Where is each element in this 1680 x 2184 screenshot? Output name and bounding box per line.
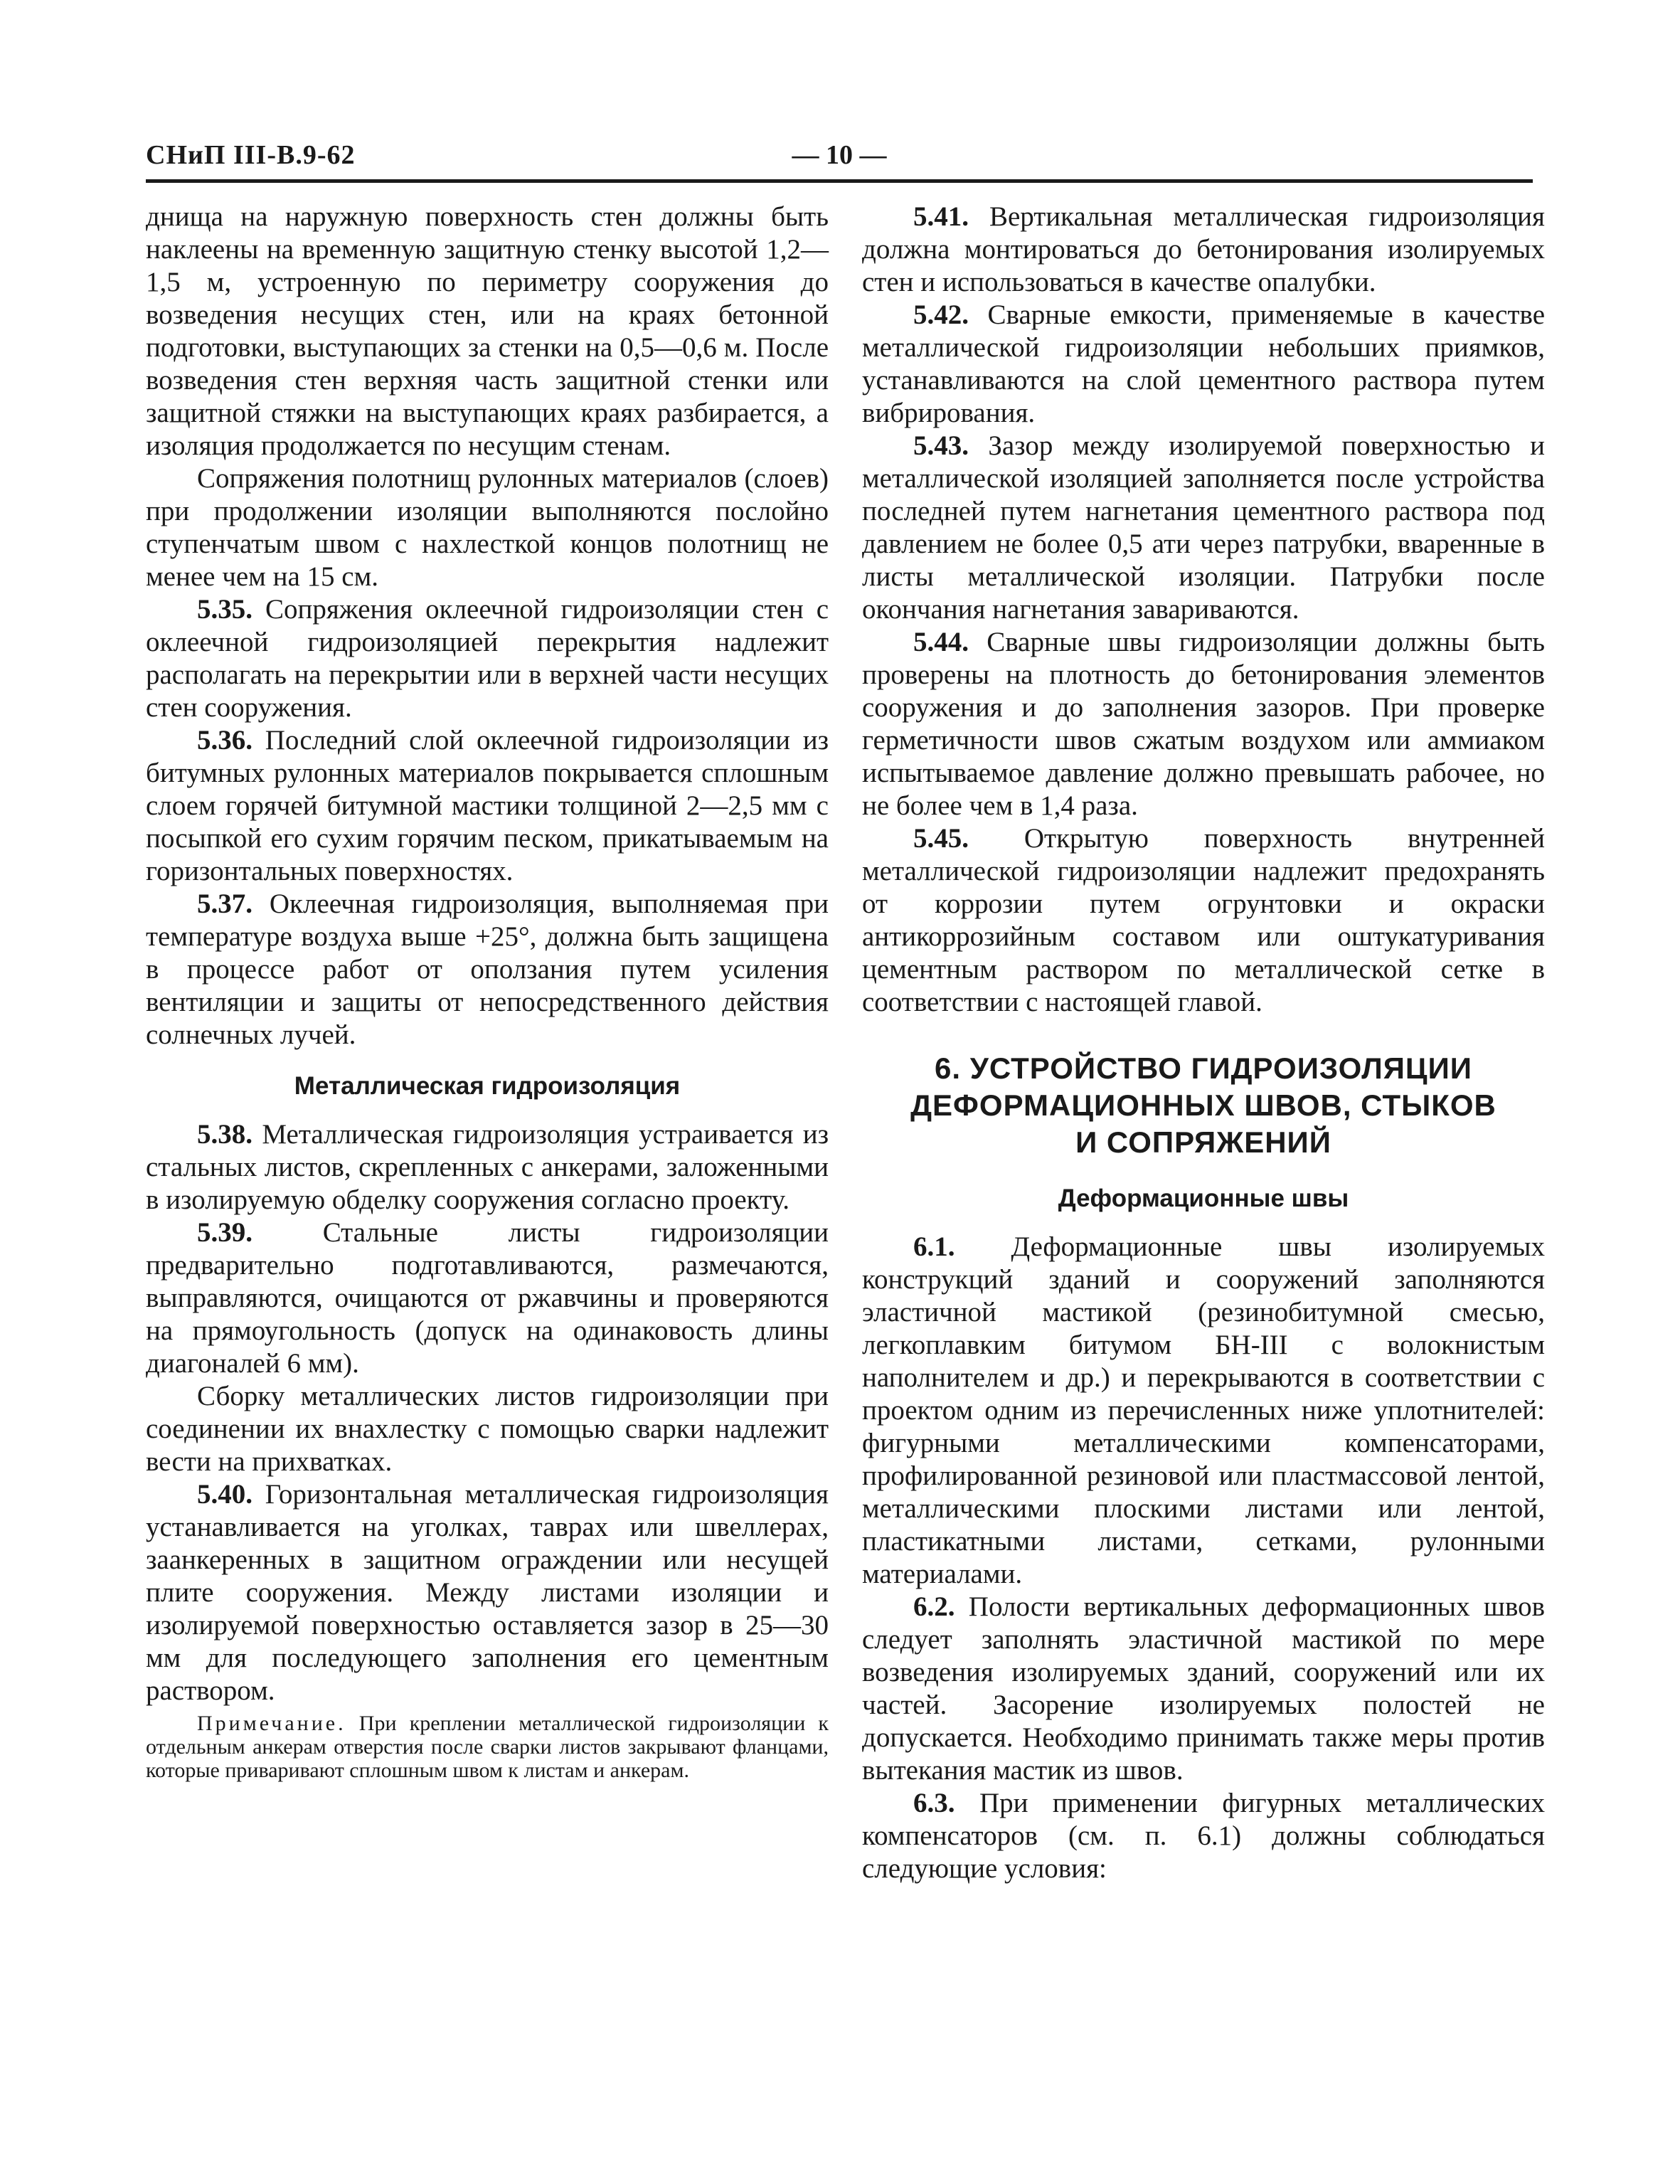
section-title: 6. УСТРОЙСТВО ГИДРОИЗОЛЯЦИИ ДЕФОРМАЦИОННЫХ ШВОВ, СТЫКОВ И СОПРЯЖЕНИЙ [910,1051,1496,1159]
clause-number: 5.35. [197,594,252,625]
clause-5-35 [146,593,829,724]
clause-text: Деформационные швы изолируемых конструкций зданий и сооружений заполняются эластичной мастикой (резинобитумной смесью, легкоплавким битумом БН-III с волокнистым наполнителем и др.) и перекрываются в соответствии с проектом одним из перечисленных ниже уплотнителей: фигурными металлическими компенсаторами, профилированной резиновой или пластмассовой лентой, металлическими плоскими листами или лентой, пластикатными листами, сетками, рулонными материалами. [862,1231,1545,1589]
paragraph-assembly: Сборку металлических листов гидроизоляции при соединении их внахлестку с помощью сварки надлежит вести на прихватках. [146,1381,829,1477]
note-label: Примечание. [197,1712,346,1735]
clause-number: 6.1. [913,1231,955,1262]
clause-text: Горизонтальная металлическая гидроизоляция устанавливается на уголках, таврах или швеллерах, заанкеренных в защитном ограждении или несущей плите сооружения. Между листами изоляции и изолируемой поверхностью оставляется зазор в 25—30 мм для последующего заполнения его цементным раствором. [146,1479,829,1706]
clause-5-44 [862,626,1545,822]
clause-number: 6.3. [913,1788,955,1818]
left-column [146,201,829,1782]
document-code: СНиП III-В.9-62 [146,140,356,170]
clause-6-3 [862,1787,1545,1885]
clause-number: 6.2. [913,1591,955,1622]
clause-5-38 [146,1118,829,1216]
clause-text: Зазор между изолируемой поверхностью и металлической изоляцией заполняется после устройства последней путем нагнетания цементного раствора под давлением не более 0,5 ати через патрубки, вваренные в листы металлической изоляции. Патрубки после окончания нагнетания завариваются. [862,430,1545,625]
clause-number: 5.39. [197,1217,252,1248]
clause-5-42 [862,299,1545,430]
clause-number: 5.43. [913,430,969,461]
clause-number: 5.37. [197,889,252,919]
clause-5-41 [862,201,1545,299]
right-column [862,201,1545,1885]
clause-5-39 [146,1216,829,1380]
clause-text: Металлическая гидроизоляция устраивается из стальных листов, скрепленных с анкерами, заложенными в изолируемую обделку сооружения согласно проекту. [146,1119,829,1215]
paragraph-joints: Сопряжения полотнищ рулонных материалов (слоев) при продолжении изоляции выполняются послойно ступенчатым швом с нахлесткой концов полотнищ не менее чем на 15 см. [146,463,829,592]
clause-6-1 [862,1231,1545,1591]
paragraph-continued: днища на наружную поверхность стен должны быть наклеены на временную защитную стенку высотой 1,2—1,5 м, устроенную по периметру сооружения до возведения несущих стен, или на краях бетонной подготовки, выступающих за стенки на 0,5—0,6 м. После возведения стен верхняя часть защитной стенки или защитной стяжки на выступающих краях разбирается, а изоляция продолжается по несущим стенам. [146,201,829,461]
subheading-deformation-joints: Деформационные швы [1058,1184,1349,1212]
clause-5-40 [146,1478,829,1707]
clause-text: Сопряжения оклеечной гидроизоляции стен с оклеечной гидроизоляцией перекрытия надлежит располагать на перекрытии или в верхней части несущих стен сооружения. [146,594,829,723]
clause-number: 5.38. [197,1119,252,1150]
clause-text: При применении фигурных металлических компенсаторов (см. п. 6.1) должны соблюдаться следующие условия: [862,1788,1545,1884]
page-header [146,139,1533,175]
clause-number: 5.45. [913,823,969,854]
clause-text: Открытую поверхность внутренней металлической гидроизоляции надлежит предохранять от коррозии путем огрунтовки и окраски антикоррозийным составом или оштукатуривания цементным раствором по металлической сетке в соответствии с настоящей главой. [862,823,1545,1017]
clause-text: Полости вертикальных деформационных швов следует заполнять эластичной мастикой по мере возведения изолируемых зданий, сооружений или их частей. Засорение изолируемых полостей не допускается. Необходимо принимать также меры против вытекания мастик из швов. [862,1591,1546,1786]
header-rule [146,179,1533,183]
clause-number: 5.36. [197,725,252,756]
subheading-metal-waterproofing: Металлическая гидроизоляция [294,1072,681,1100]
clause-text: Оклеечная гидроизоляция, выполняемая при температуре воздуха выше +25°, должна быть защищена в процессе работ от оползания путем усиления вентиляции и защиты от непосредственного действия солнечных лучей. [146,889,829,1050]
page-number: — 10 — [792,140,887,170]
clause-5-45 [862,822,1545,1019]
clause-number: 5.41. [913,201,969,232]
clause-text: Сварные швы гидроизоляции должны быть проверены на плотность до бетонирования элементов сооружения и до заполнения зазоров. При проверке герметичности швов сжатым воздухом или аммиаком испытываемое давление должно превышать рабочее, но не более чем в 1,4 раза. [862,627,1546,821]
clause-text: Стальные листы гидроизоляции предварительно подготавливаются, размечаются, выправляются, очищаются от ржавчины и проверяются на прямоугольность (допуск на одинаковость длины диагоналей 6 мм). [146,1217,829,1379]
clause-5-43 [862,430,1545,626]
clause-number: 5.44. [913,627,969,657]
clause-number: 5.42. [913,299,969,330]
clause-6-2 [862,1591,1545,1787]
clause-5-37 [146,888,829,1051]
clause-number: 5.40. [197,1479,252,1510]
footnote [146,1712,829,1782]
clause-5-36 [146,724,829,888]
clause-text: Вертикальная металлическая гидроизоляция должна монтироваться до бетонирования изолируемых стен и использоваться в качестве опалубки. [862,201,1545,297]
clause-text: Последний слой оклеечной гидроизоляции из битумных рулонных материалов покрывается сплошным слоем горячей битумной мастики толщиной 2—2,5 мм с посыпкой его сухим горячим песком, прикатываемым на горизонтальных поверхностях. [146,725,829,886]
clause-text: Сварные емкости, применяемые в качестве металлической гидроизоляции небольших приямков, устанавливаются на слой цементного раствора путем вибрирования. [862,299,1546,428]
note-text: При креплении металлической гидроизоляции к отдельным анкерам отверстия после сварки листов закрывают фланцами, которые приваривают сплошным швом к листам и анкерам. [146,1712,829,1782]
